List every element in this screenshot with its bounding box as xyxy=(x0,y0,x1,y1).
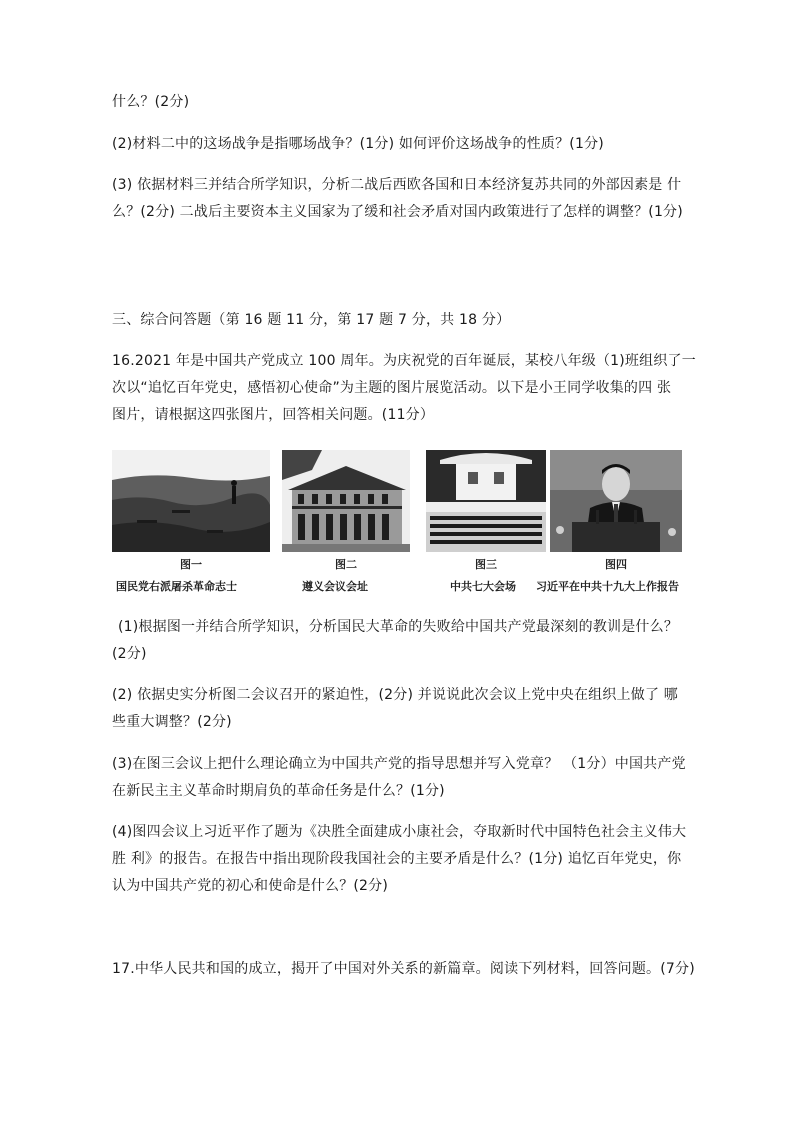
figure-1-caption: 国民党右派屠杀革命志士 xyxy=(116,580,237,593)
q16-stem-line3: 图片，请根据这四张图片，回答相关问题。(11分） xyxy=(112,407,435,423)
q16-subquestion-1-line1: (1)根据图一并结合所学知识，分析国民大革命的失败给中国共产党最深刻的教训是什么？ xyxy=(118,619,679,635)
q16-subquestion-3-line2: 在新民主主义革命时期肩负的革命任务是什么？(1分) xyxy=(112,783,445,799)
q15-line-continuation: 什么？(2分) xyxy=(112,94,190,110)
q17-stem: 17.中华人民共和国的成立，揭开了中国对外关系的新篇章。阅读下列材料，回答问题。(7分) xyxy=(112,961,695,977)
q16-subquestion-2-line2: 些重大调整？(2分) xyxy=(112,714,232,730)
q16-subquestion-3-line1: (3)在图三会议上把什么理论确立为中国共产党的指导思想并写入党章？ （1分）中国共产党 xyxy=(112,756,686,772)
q15-subquestion-3-line2: 么？(2分) 二战后主要资本主义国家为了缓和社会矛盾对国内政策进行了怎样的调整？(1分) xyxy=(112,204,683,220)
figure-2-label: 图二 xyxy=(335,558,357,571)
figure-2-caption: 遵义会议会址 xyxy=(302,580,368,593)
figure-1-photo xyxy=(112,450,270,552)
q16-figure-strip xyxy=(112,450,685,600)
figure-3-label: 图三 xyxy=(475,558,497,571)
q16-stem-line2: 次以“追忆百年党史，感悟初心使命”为主题的图片展览活动。以下是小王同学收集的四 张 xyxy=(112,380,672,396)
figure-4-label: 图四 xyxy=(605,558,627,571)
q16-stem-line1: 16.2021 年是中国共产党成立 100 周年。为庆祝党的百年诞辰，某校八年级（1)班组织了一 xyxy=(112,353,696,369)
q15-subquestion-3-line1: (3) 依据材料三并结合所学知识，分析二战后西欧各国和日本经济复苏共同的外部因素是 什 xyxy=(112,177,682,193)
q16-subquestion-4-line3: 认为中国共产党的初心和使命是什么？(2分) xyxy=(112,878,389,894)
figure-1-label: 图一 xyxy=(180,558,202,571)
q16-subquestion-4-line1: (4)图四会议上习近平作了题为《决胜全面建成小康社会，夺取新时代中国特色社会主义伟大 xyxy=(112,824,687,840)
figure-4-photo xyxy=(550,450,682,552)
q16-subquestion-1-line2: (2分) xyxy=(112,646,147,662)
q16-subquestion-2-line1: (2) 依据史实分析图二会议召开的紧迫性，(2分) 并说说此次会议上党中央在组织上做了 哪 xyxy=(112,687,679,703)
figure-4-caption: 习近平在中共十九大上作报告 xyxy=(536,580,679,593)
section-3-heading: 三、综合问答题（第 16 题 11 分，第 17 题 7 分，共 18 分） xyxy=(112,312,511,328)
figure-3-photo xyxy=(426,450,546,552)
q15-subquestion-2: (2)材料二中的这场战争是指哪场战争？(1分) 如何评价这场战争的性质？(1分) xyxy=(112,136,604,152)
figure-2-photo xyxy=(282,450,410,552)
q16-subquestion-4-line2: 胜 利》的报告。在报告中指出现阶段我国社会的主要矛盾是什么？(1分) 追忆百年党史，你 xyxy=(112,851,682,867)
figure-3-caption: 中共七大会场 xyxy=(450,580,516,593)
